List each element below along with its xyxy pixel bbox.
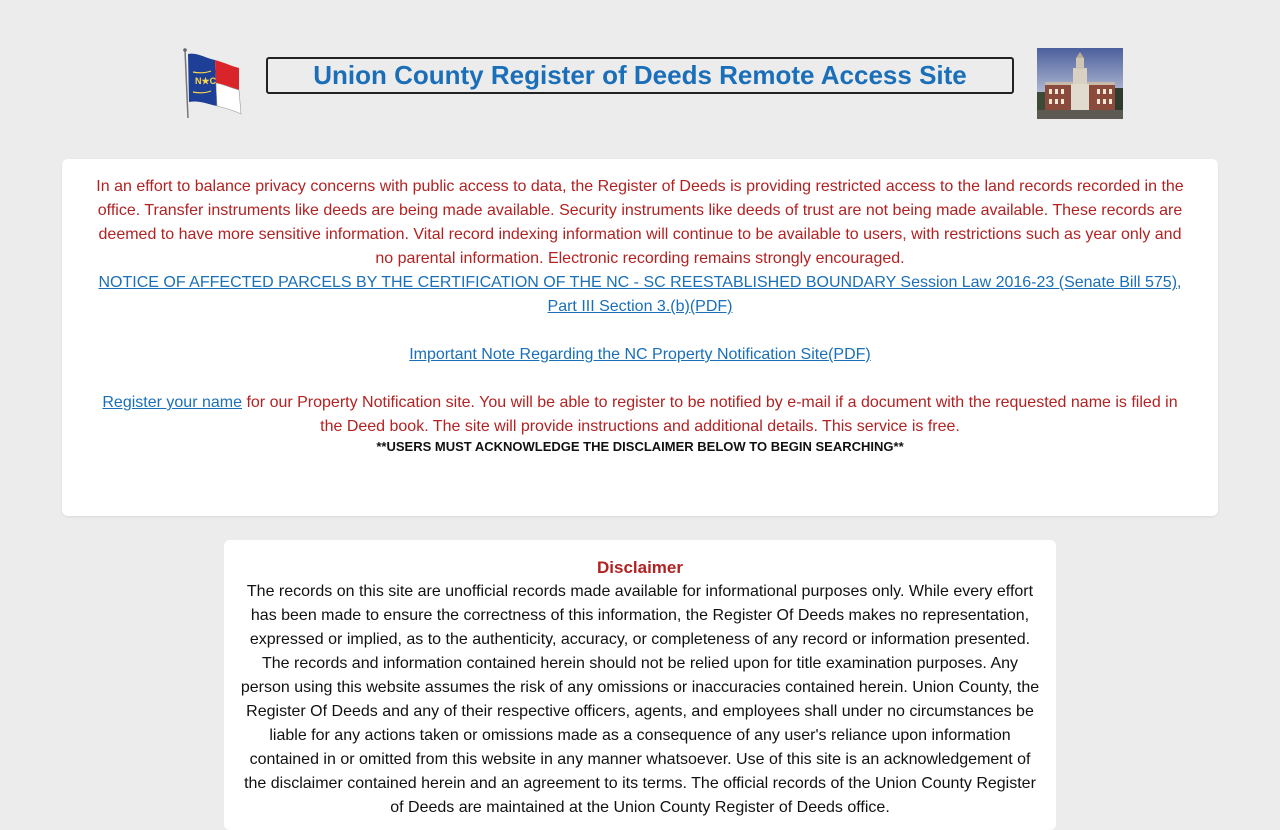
nc-flag-icon <box>181 48 245 120</box>
svg-text:N★C: N★C <box>195 76 217 86</box>
site-title-box <box>266 57 1014 94</box>
register-description: for our Property Notification site. You will be able to register to be notified by e-mail if a document with the requested name is filed in the Deed book. The site will provide instructions and additional details. This service is free. <box>242 394 1178 435</box>
disclaimer-title: Disclaimer <box>597 558 683 577</box>
notice-panel <box>62 159 1218 516</box>
disclaimer-panel <box>224 540 1056 830</box>
acknowledge-disclaimer-text: **USERS MUST ACKNOWLEDGE THE DISCLAIMER BELOW TO BEGIN SEARCHING** <box>376 439 904 454</box>
site-title: Union County Register of Deeds Remote Access Site <box>313 60 967 90</box>
courthouse-photo <box>1037 48 1123 119</box>
privacy-notice-text: In an effort to balance privacy concerns with public access to data, the Register of Deeds is providing restricted access to the land records recorded in the office. Transfer instruments like deeds are being made available. Security instruments like deeds of trust are not being made available. These records are deemed to have more sensitive information. Vital record indexing information will continue to be available to users, with restrictions such as year only and no parental information. Electronic recording remains strongly encouraged. <box>96 178 1184 267</box>
boundary-notice-link[interactable]: NOTICE OF AFFECTED PARCELS BY THE CERTIFICATION OF THE NC - SC REESTABLISHED BOUNDARY Session Law 2016-23 (Senate Bill 575), Part III Section 3.(b)(PDF) <box>98 274 1182 315</box>
register-name-paragraph <box>90 391 1190 439</box>
register-your-name-link[interactable]: Register your name <box>102 394 242 411</box>
property-notification-note-link[interactable]: Important Note Regarding the NC Property Notification Site(PDF) <box>409 346 871 363</box>
disclaimer-body: The records on this site are unofficial records made available for informational purposes only. While every effort has been made to ensure the correctness of this information, the Register Of Deeds makes no representation, expressed or implied, as to the authenticity, accuracy, or completeness of any record or information presented. The records and information contained herein should not be relied upon for title examination purposes. Any person using this website assumes the risk of any omissions or inaccuracies contained herein. Union County, the Register Of Deeds and any of their respective officers, agents, and employees shall under no circumstances be liable for any actions taken or omissions made as a consequence of any user's reliance upon information contained in or omitted from this website in any manner whatsoever. Use of this site is an acknowledgement of the disclaimer contained herein and an agreement to its terms. The official records of the Union County Register of Deeds are maintained at the Union County Register of Deeds office. <box>240 583 1040 816</box>
